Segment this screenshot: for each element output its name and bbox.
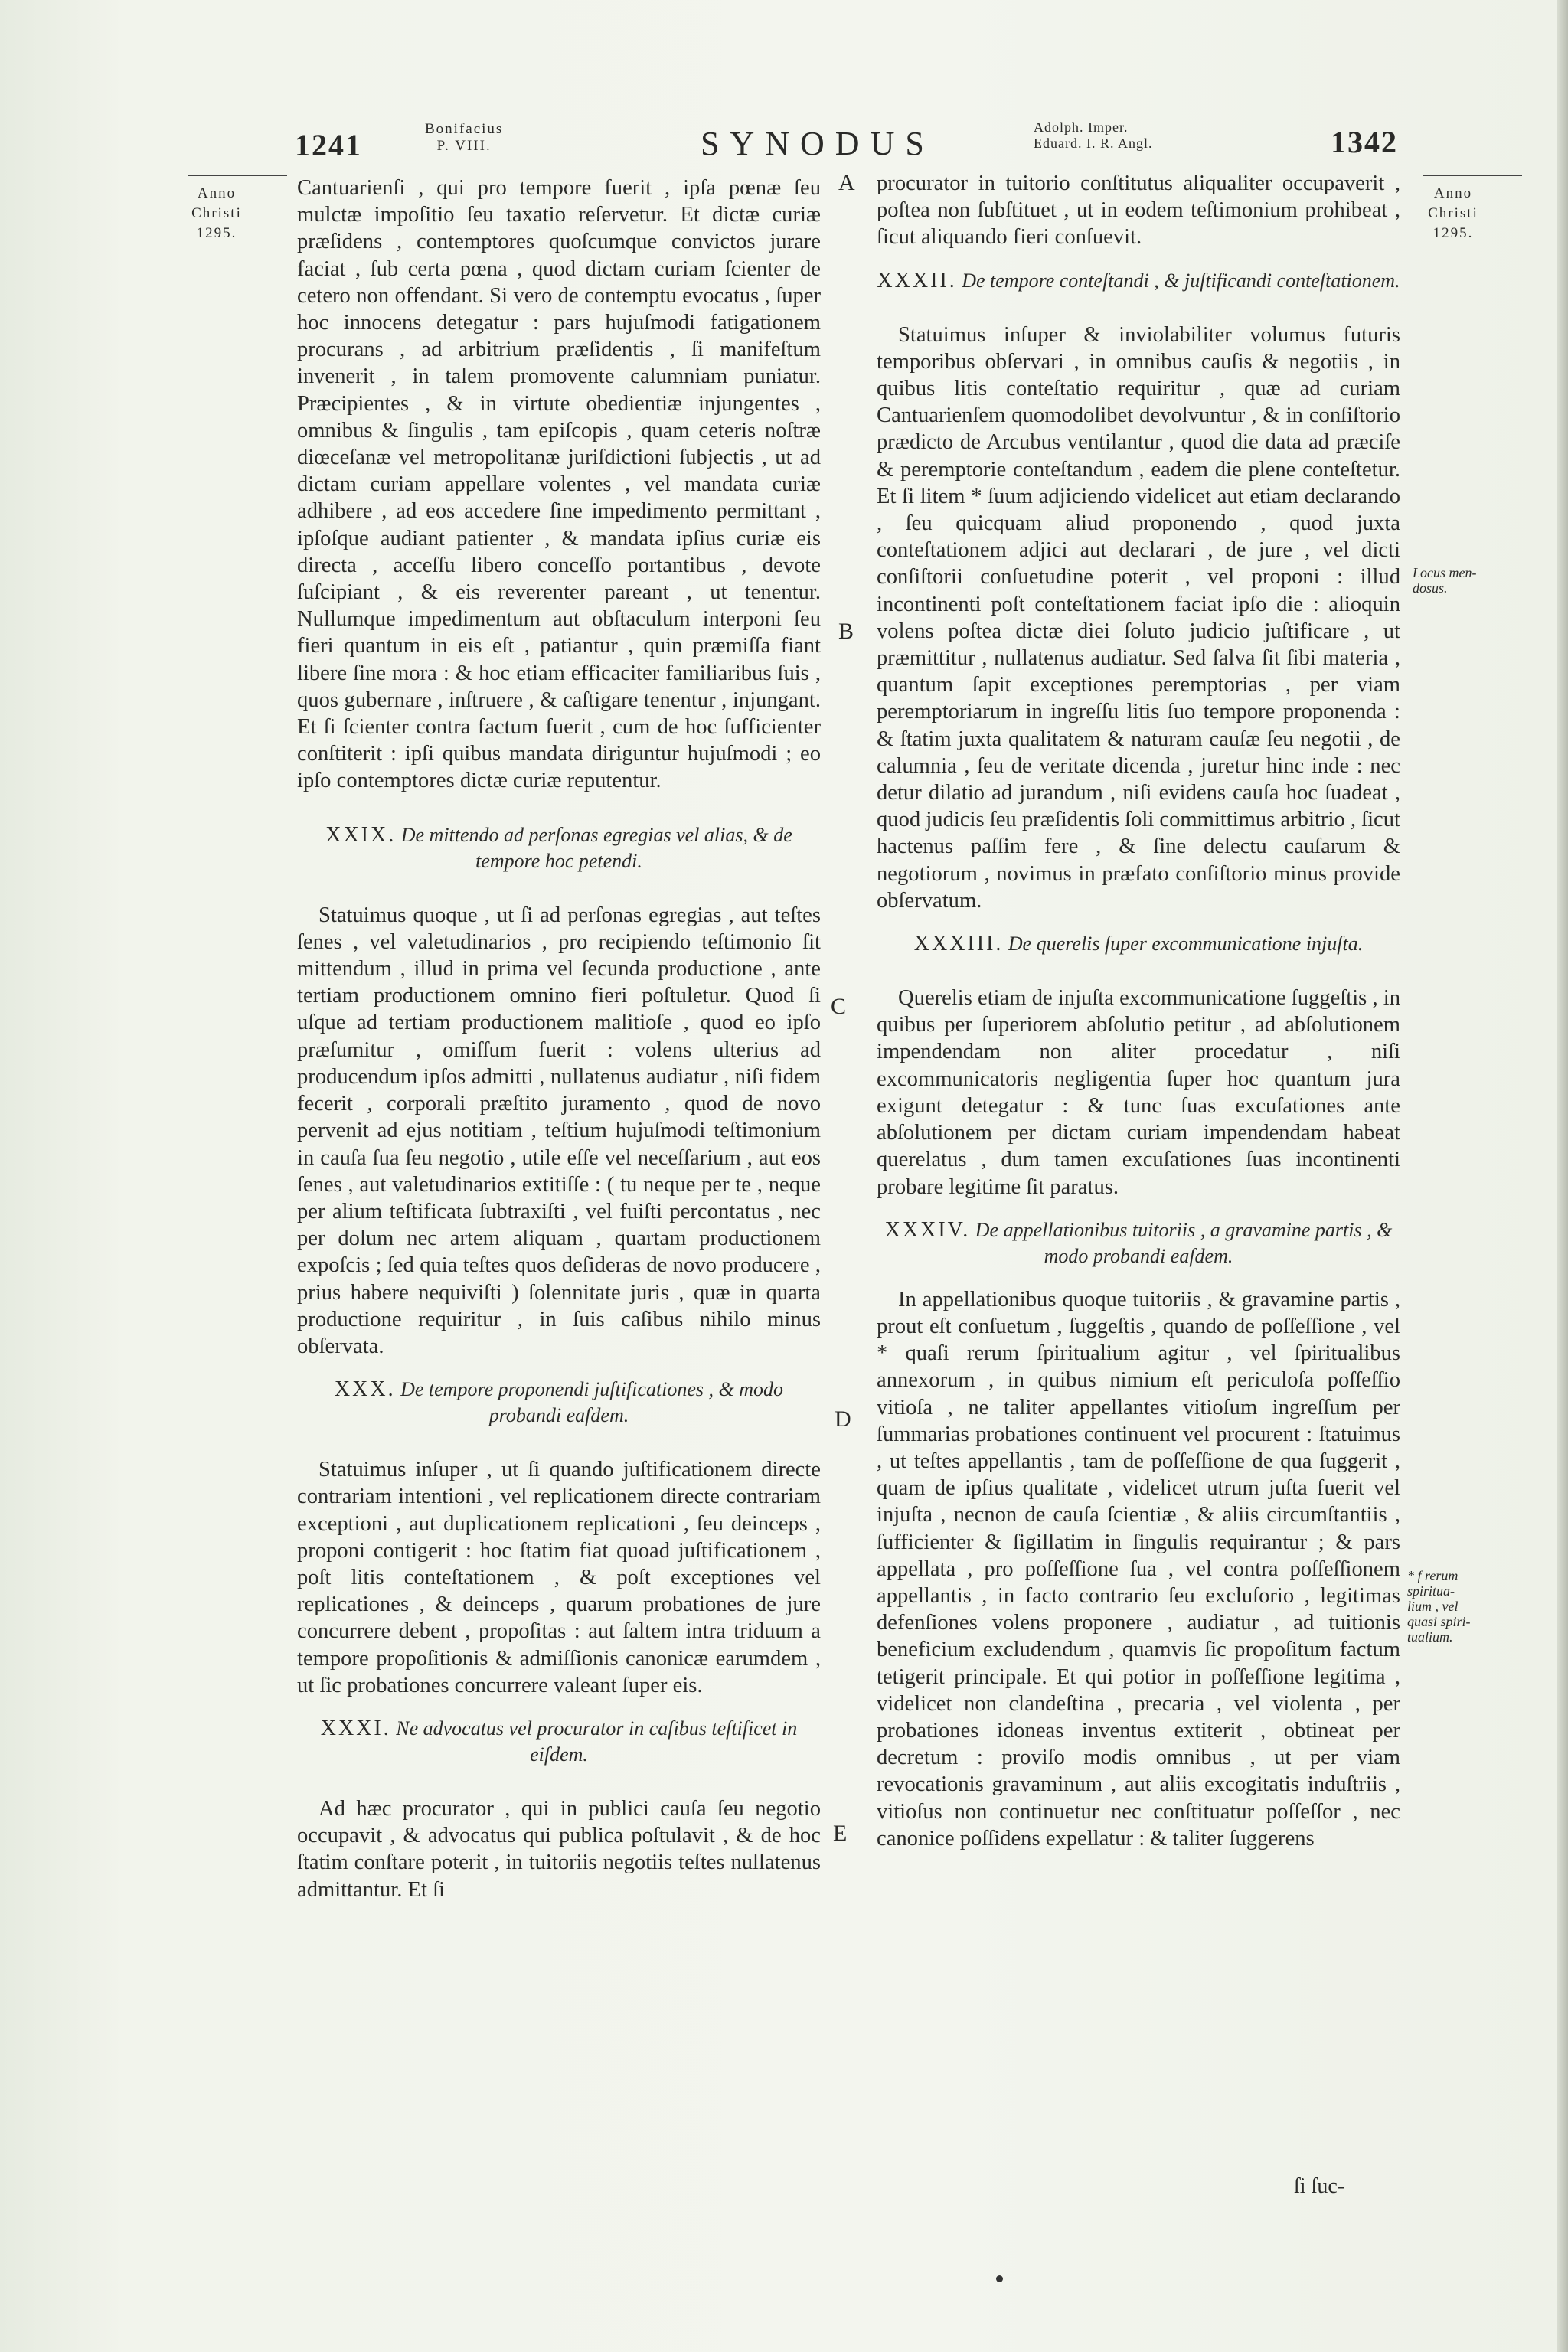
running-title: SYNODUS: [701, 125, 935, 162]
margin-rule-left: [188, 175, 287, 176]
rulers-names: [1034, 119, 1153, 152]
heading-xxix-text: De mittendo ad perſonas egregias vel alias, & de tempore hoc petendi.: [400, 823, 792, 872]
margin-note-rerum-line4: quasi spiri-: [1407, 1614, 1471, 1629]
margin-note-rerum-line5: tualium.: [1407, 1629, 1453, 1645]
left-paragraph-continued: Cantuarienſi , qui pro tempore fuerit , ipſa pœnæ ſeu mulctæ impoſitio ſeu taxatio reſervetur. Et dictæ curiæ præſidens , contemptores quoſcumque convictos jurare faciat , ſub certa pœna , quod dictam curiam ſcienter de cetero non offendant. Si vero de contemptu evocatus , ſuper hoc innocens detegatur : pars hujuſmodi fatigationem procurans , ad arbitrium præſidentis , ſi manifeſtum invenerit , in talem promovente calumniam puniatur. Præcipientes , & in virtute obedientiæ injungentes , omnibus & ſingulis , tam epiſcopis , quam ceteris noſtræ diœceſanæ vel metropolitanæ juriſdictioni ſubjectis , ut ad dictam curiam appellare volentes , vel mandata curiæ adhibere , ad eos accedere ſine impedimento permittant , ipſoſque audiant patienter , & mandata ipſius curiæ eis directa , acceſſu libero conceſſo portantibus , devote ſuſcipiant , & eis reverenter pareant , ut tenentur. Nullumque impedimentum aut obſtaculum interponi ſeu fieri quantum in eis eſt , patiantur , quin præmiſſa fiant libere ſine mora : & hoc etiam efficaciter familiaribus ſuis , quos gubernare , inſtruere , & caſtigare tenentur , injungant. Et ſi ſcienter contra factum fuerit , cum de hoc ſufficienter conſtiterit : ipſi quibus mandata diriguntur hujuſmodi ; eo ipſo contemptores dictæ curiæ reputentur.: [297, 176, 821, 793]
heading-xxxii-text: De tempore conteſtandi , & juſtificandi conteſtationem.: [962, 269, 1400, 292]
page-number-left: 1241: [295, 128, 362, 162]
section-letter-b: B: [838, 619, 854, 644]
section-letter-d: D: [835, 1406, 851, 1432]
rulers-line1: Adolph. Imper.: [1034, 119, 1129, 135]
page-dot: [996, 2275, 1003, 2282]
margin-year-left-christi: Christi: [191, 205, 242, 221]
margin-rule-right: [1423, 175, 1522, 176]
paragraph-xxx: Statuimus inſuper , ut ſi quando juſtificationem directe contrariam intentioni , vel replicationem directe contrariam exceptioni , aut duplicationem replicationi , ſeu deinceps , proponi contigerit : hoc ſtatim fiat quoad juſtificationem , poſt litis conteſtationem , & poſt exceptiones vel replicationes , & deinceps , quarum probationes de jure concurrere debent , propoſitas : aut ſaltem intra triduum a tempore propoſitionis & admiſſionis canonicæ earumdem , ut ſic probationes concurrere valeant ſuper eis.: [297, 1458, 821, 1697]
heading-xxxii-number: XXXII.: [877, 268, 957, 292]
margin-year-left-year: 1295.: [196, 225, 237, 241]
heading-xxxii: [877, 268, 1400, 294]
paragraph-xxix: Statuimus quoque , ut ſi ad perſonas egregias , aut teſtes ſenes , vel valetudinarios , pro recipiendo teſtimonio ſit mittendum , illud in prima vel ſecunda productione , ante tertiam productionem omnino fieri poſtuletur. Quod ſi uſque ad tertiam productionem malitioſe , quod eo ipſo præſumitur , omiſſum fuerit : volens ulterius ad producendum ipſos admitti , nullatenus audiatur , niſi fidem fecerit , corporali præſtito juramento , quod de novo pervenit ad ejus notitiam , teſtium hujuſmodi teſtimonium in cauſa ſua ſeu negotio , utile eſſe vel neceſſarium , aut eos ſenes , aut valetudinarios extitiſſe : ( tu neque per te , neque per alium teſtificata ſubtraxiſti , vel fuiſti percontatus , nec per dolum nec artem aliquam , quartam productionem expoſcis ; ſed quia teſtes quos deſideras de novo producere , prius habere nequiviſti ) ſolennitate juris , quæ in quarta productione requiritur , in ſuis caſibus nihilo minus obſervata.: [297, 903, 821, 1358]
paragraph-xxxii: Statuimus inſuper & inviolabiliter volumus futuris temporibus obſervari , in omnibus cauſis & negotiis , in quibus litis conteſtatio requiritur , quæ ad curiam Cantuarienſem quomodolibet devolvuntur , & in conſiſtorio prædicto de Arcubus ventilantur , quod die data ad præciſe & peremptorie conteſtandum , eadem die plene conteſtetur. Et ſi litem * ſuum adjiciendo videlicet aut etiam declarando , ſeu quicquam aliud proponendo , quod juxta conteſtationem adjici aut declarari , de jure , vel dicti conſiſtorii conſuetudine poterit , vel proponi : illud incontinenti poſt conteſtationem faciat ipſo die : alioquin volens poſtea dictæ diei ſoluto judicio juſtificare , ut præmittitur , nullatenus audiatur. Sed ſalva ſit ſibi materia , quantum ſapit exceptiones peremptorias , per viam peremptoriarum in ingreſſu litis ſuo tempore proponenda : & ſtatim juxta qualitatem & naturam cauſæ ſeu negotii , de calumnia , ſeu de veritate dicenda , juretur hinc inde : nec detur dilatio ad jurandum , niſi evidens cauſa hoc ſuadeat , quod judicis ſeu præſidentis ſoli committimus arbitrio , ſicut hactenus paſſim fere , & ſine delectu cauſarum & negotiorum , novimus in præfato conſiſtorio minus provide obſervatum.: [877, 322, 1400, 913]
catchword: ſi ſuc-: [1294, 2174, 1345, 2198]
pope-name-line1: Bonifacius: [425, 121, 504, 137]
heading-xxxi: [297, 1716, 821, 1768]
section-letter-c: C: [831, 994, 847, 1019]
margin-year-left-anno: Anno: [197, 185, 237, 201]
margin-note-locus-line2: dosus.: [1413, 580, 1448, 596]
section-letter-e: E: [833, 1821, 848, 1846]
margin-year-right-christi: Christi: [1428, 205, 1478, 221]
right-paragraph-continued: procurator in tuitorio conſtitutus aliqualiter occupaverit , poſtea non ſubſtituet , ut in eodem teſtimonium prohibeat , ſicut aliquando fieri conſuevit.: [877, 172, 1400, 250]
heading-xxxiii-number: XXXIII.: [913, 932, 1004, 956]
heading-xxx-number: XXX.: [334, 1377, 396, 1402]
running-header: [0, 115, 1568, 168]
heading-xxxiii-text: De querelis ſuper excommunicatione injuſta.: [1008, 933, 1364, 956]
heading-xxxiv-number: XXXIV.: [884, 1217, 971, 1242]
margin-note-rerum-line1: * f rerum: [1407, 1568, 1459, 1583]
heading-xxix: [297, 822, 821, 874]
page-edge: [1557, 0, 1568, 2352]
margin-year-right: [1423, 184, 1484, 243]
margin-year-left: [190, 184, 243, 243]
paragraph-xxxiv: In appellationibus quoque tuitoriis , & gravamine partis , prout eſt conſuetum , ſuggeſtis , quando de poſſeſſione , vel * quaſi rerum ſpiritualium agitur , vel ſpiritualibus annexorum , in quibus nimium eſt periculoſa poſſeſſio vitioſa , ne taliter appellantes vitioſum ingreſſum per ſummarias probationes continuent vel procurent : ſtatuimus , ut teſtes appellantis , tam de poſſeſſione de qua ſuggerit , quam de ipſius qualitate , videlicet utrum juſta fuerit vel injuſta , necnon de cauſa ſcientiæ , & aliis circumſtantiis , ſufficienter & ſigillatim in ſingulis requirantur ; & pars appellata , pro poſſeſſione ſua , vel contra poſſeſſionem appellantis , in facto contrario ſeu excluſorio , legitimas defenſiones volens proponere , audiatur , ad tuitionis beneficium excludendum , quamvis ſic propoſitum factum tetigerit principale. Et qui potior in poſſeſſione legitima , videlicet non clandeſtina , precaria , vel violenta , per probationes idoneas inventus extiterit , obtineat per decretum : proviſo modis omnibus , ut per viam revocationis gravaminum , aut aliis excogitatis induſtriis , vitioſus non continuetur nec conſtituatur poſſeſſor , nec canonice poſſidens expellatur : & taliter ſuggerens: [877, 1287, 1400, 1851]
left-column: [297, 175, 821, 1903]
pope-name: [425, 121, 503, 155]
section-letter-a: A: [838, 170, 855, 195]
heading-xxxiii: [877, 931, 1400, 957]
paragraph-xxxi: Ad hæc procurator , qui in publici cauſa ſeu negotio occupavit , & advocatus qui publica poſtulavit , & de hoc ſtatim conſtare poterit , in tuitoriis negotiis teſtes nullatenus admittantur. Et ſi: [297, 1796, 821, 1902]
right-column: [877, 170, 1400, 1852]
heading-xxxi-number: XXXI.: [320, 1716, 391, 1740]
rulers-line2: Eduard. I. R. Angl.: [1034, 136, 1153, 151]
margin-note-rerum-line3: lium , vel: [1407, 1599, 1459, 1614]
paragraph-xxxiii: Querelis etiam de injuſta excommunicatione ſuggeſtis , in quibus per ſuperiorem abſolutio petitur , ad abſolutionem impendendam non aliter procedatur , niſi excommunicatoris negligentia ſuper hoc quantum jura exigunt detegatur : & tunc ſuas excuſationes ante abſolutionem per dictam curiam impendendam habeat querelatus , dum tamen excuſationes ſuas incontinenti probare legitime ſit paratus.: [877, 986, 1400, 1199]
heading-xxx: [297, 1377, 821, 1429]
heading-xxxi-text: Ne advocatus vel procurator in caſibus teſtificet in eiſdem.: [396, 1717, 798, 1766]
heading-xxix-number: XXIX.: [325, 822, 397, 847]
heading-xxxiv-text: De appellationibus tuitoriis , a gravamine partis , & modo probandi eaſdem.: [975, 1218, 1393, 1267]
margin-note-locus: [1413, 565, 1477, 596]
pope-name-line2: P. VIII.: [436, 138, 492, 154]
heading-xxxiv: [877, 1217, 1400, 1269]
margin-note-locus-line1: Locus men-: [1413, 565, 1477, 580]
page-number-right: 1342: [1331, 125, 1398, 159]
heading-xxx-text: De tempore proponendi juſtificationes , & modo probandi eaſdem.: [400, 1378, 784, 1427]
margin-note-rerum-line2: spiritua-: [1407, 1583, 1455, 1599]
margin-year-right-anno: Anno: [1433, 185, 1473, 201]
margin-note-rerum: [1407, 1568, 1471, 1645]
margin-year-right-year: 1295.: [1432, 225, 1474, 241]
